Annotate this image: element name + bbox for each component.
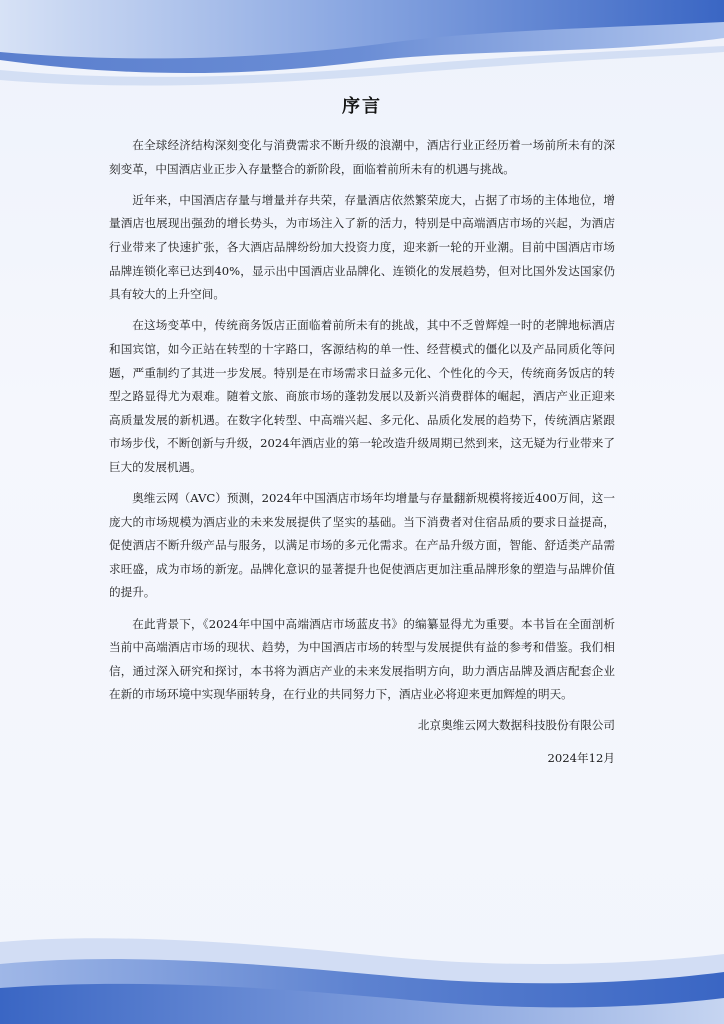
preface-content [109, 92, 615, 768]
bottom-wave-decoration [0, 914, 724, 1024]
signature-company: 北京奥维云网大数据科技股份有限公司 [417, 718, 615, 733]
signature-date: 2024年12月 [547, 751, 615, 766]
paragraph-3: 在这场变革中，传统商务饭店正面临着前所未有的挑战，其中不乏曾辉煌一时的老牌地标酒店和国宾馆，如今正站在转型的十字路口，客源结构的单一性、经营模式的僵化以及产品同质化等问题，严重制约了其进一步发展。特别是在市场需求日益多元化、个性化的今天，传统商务饭店的转型之路显得尤为艰难。随着文旅、商旅市场的蓬勃发展以及新兴消费群体的崛起，酒店产业正迎来高质量发展的新机遇。在数字化转型、中高端兴起、多元化、品质化发展的趋势下，传统酒店紧跟市场步伐，不断创新与升级，2024年酒店业的第一轮改造升级周期已然到来，这无疑为行业带来了巨大的发展机遇。 [109, 318, 615, 474]
page-title: 序言 [342, 96, 382, 117]
paragraph-4: 奥维云网（AVC）预测，2024年中国酒店市场年均增量与存量翻新规模将接近400万间，这一庞大的市场规模为酒店业的未来发展提供了坚实的基础。当下消费者对住宿品质的要求日益提高，促使酒店不断升级产品与服务，以满足市场的多元化需求。在产品升级方面，智能、舒适类产品需求旺盛，成为市场的新宠。品牌化意识的显著提升也促使酒店更加注重品牌形象的塑造与品牌价值的提升。 [109, 491, 615, 600]
paragraph-1: 在全球经济结构深刻变化与消费需求不断升级的浪潮中，酒店行业正经历着一场前所未有的深刻变革，中国酒店业正步入存量整合的新阶段，面临着前所未有的机遇与挑战。 [109, 138, 615, 176]
paragraph-5: 在此背景下，《2024年中国中高端酒店市场蓝皮书》的编纂显得尤为重要。本书旨在全面剖析当前中高端酒店市场的现状、趋势，为中国酒店市场的转型与发展提供有益的参考和借鉴。我们相信，通过深入研究和探讨，本书将为酒店产业的未来发展指明方向，助力酒店品牌及酒店配套企业在新的市场环境中实现华丽转身，在行业的共同努力下，酒店业必将迎来更加辉煌的明天。 [109, 616, 615, 702]
paragraph-2: 近年来，中国酒店存量与增量并存共荣，存量酒店依然繁荣庞大，占据了市场的主体地位，增量酒店也展现出强劲的增长势头，为市场注入了新的活力，特别是中高端酒店市场的兴起，为酒店行业带来了快速扩张，各大酒店品牌纷纷加大投资力度，迎来新一轮的开业潮。目前中国酒店市场品牌连锁化率已达到40%，显示出中国酒店业品牌化、连锁化的发展趋势，但对比国外发达国家仍具有较大的上升空间。 [109, 192, 615, 302]
